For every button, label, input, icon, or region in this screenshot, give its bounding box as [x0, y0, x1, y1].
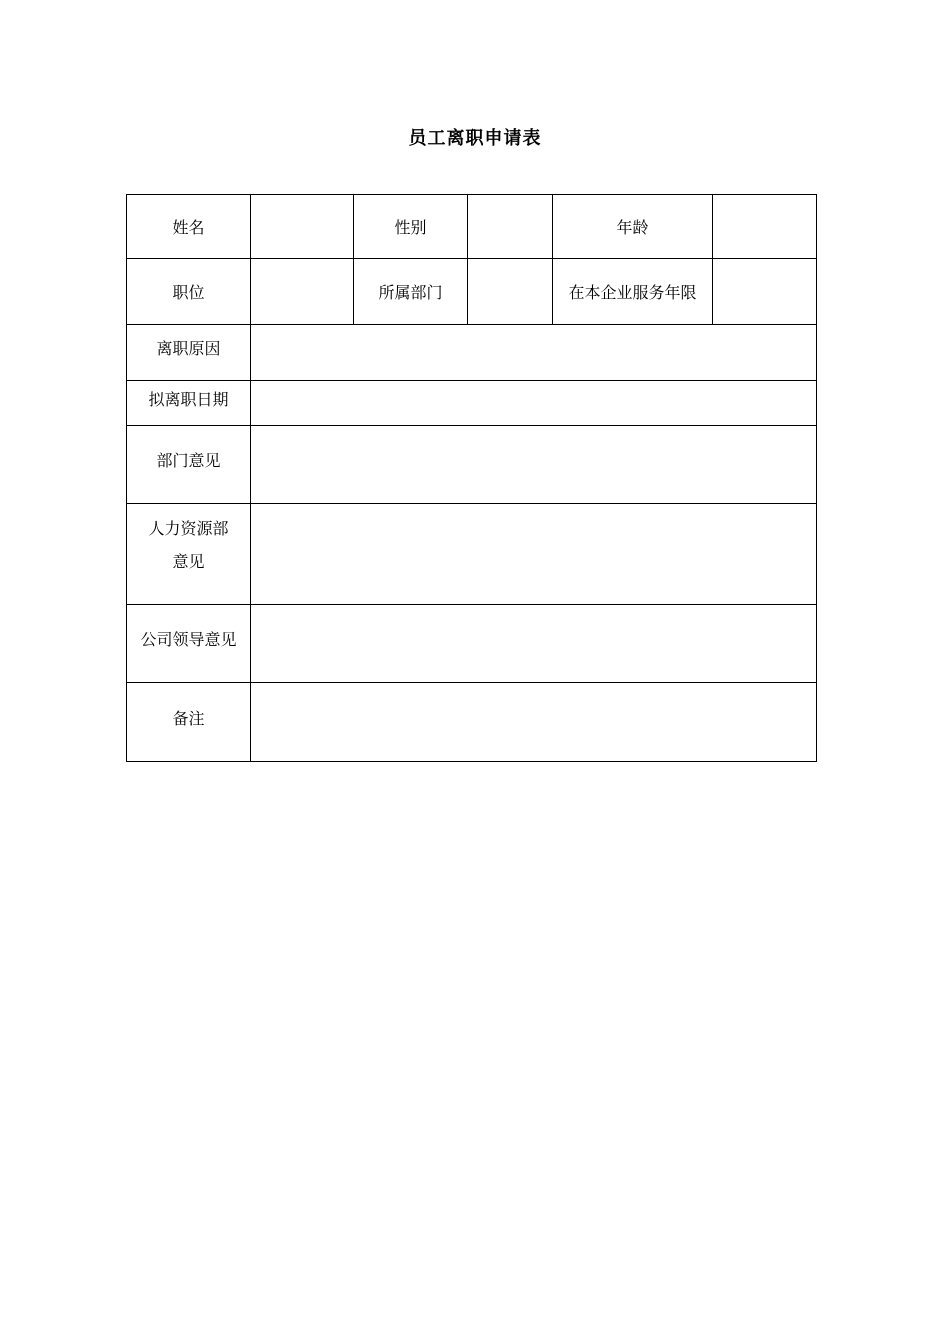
row-job-info	[127, 259, 817, 325]
gender-field[interactable]	[468, 195, 553, 259]
department-field[interactable]	[468, 259, 553, 325]
hr-opinion-label	[127, 504, 251, 605]
position-field[interactable]	[251, 259, 354, 325]
name-field[interactable]	[251, 195, 354, 259]
page-title: 员工离职申请表	[408, 128, 542, 149]
age-field[interactable]	[713, 195, 817, 259]
leader-opinion-field[interactable]	[251, 605, 817, 683]
remarks-field[interactable]	[251, 683, 817, 762]
department-opinion-label: 部门意见	[127, 426, 251, 504]
hr-opinion-label-line1: 人力资源部	[148, 519, 229, 538]
resignation-form-table	[126, 194, 817, 762]
hr-opinion-label-line2: 意见	[172, 552, 205, 571]
row-planned-date	[127, 381, 817, 426]
row-resignation-reason	[127, 325, 817, 381]
age-label: 年龄	[553, 195, 713, 259]
row-hr-opinion	[127, 504, 817, 605]
planned-date-label: 拟离职日期	[127, 381, 251, 426]
service-years-field[interactable]	[713, 259, 817, 325]
position-label: 职位	[127, 259, 251, 325]
service-years-label: 在本企业服务年限	[553, 259, 713, 325]
leader-opinion-label: 公司领导意见	[127, 605, 251, 683]
row-department-opinion	[127, 426, 817, 504]
name-label: 姓名	[127, 195, 251, 259]
gender-label: 性别	[354, 195, 468, 259]
planned-date-field[interactable]	[251, 381, 817, 426]
department-opinion-field[interactable]	[251, 426, 817, 504]
resignation-reason-label: 离职原因	[127, 325, 251, 381]
resignation-reason-field[interactable]	[251, 325, 817, 381]
row-remarks	[127, 683, 817, 762]
row-basic-info	[127, 195, 817, 259]
department-label: 所属部门	[354, 259, 468, 325]
remarks-label: 备注	[127, 683, 251, 762]
row-leader-opinion	[127, 605, 817, 683]
hr-opinion-field[interactable]	[251, 504, 817, 605]
